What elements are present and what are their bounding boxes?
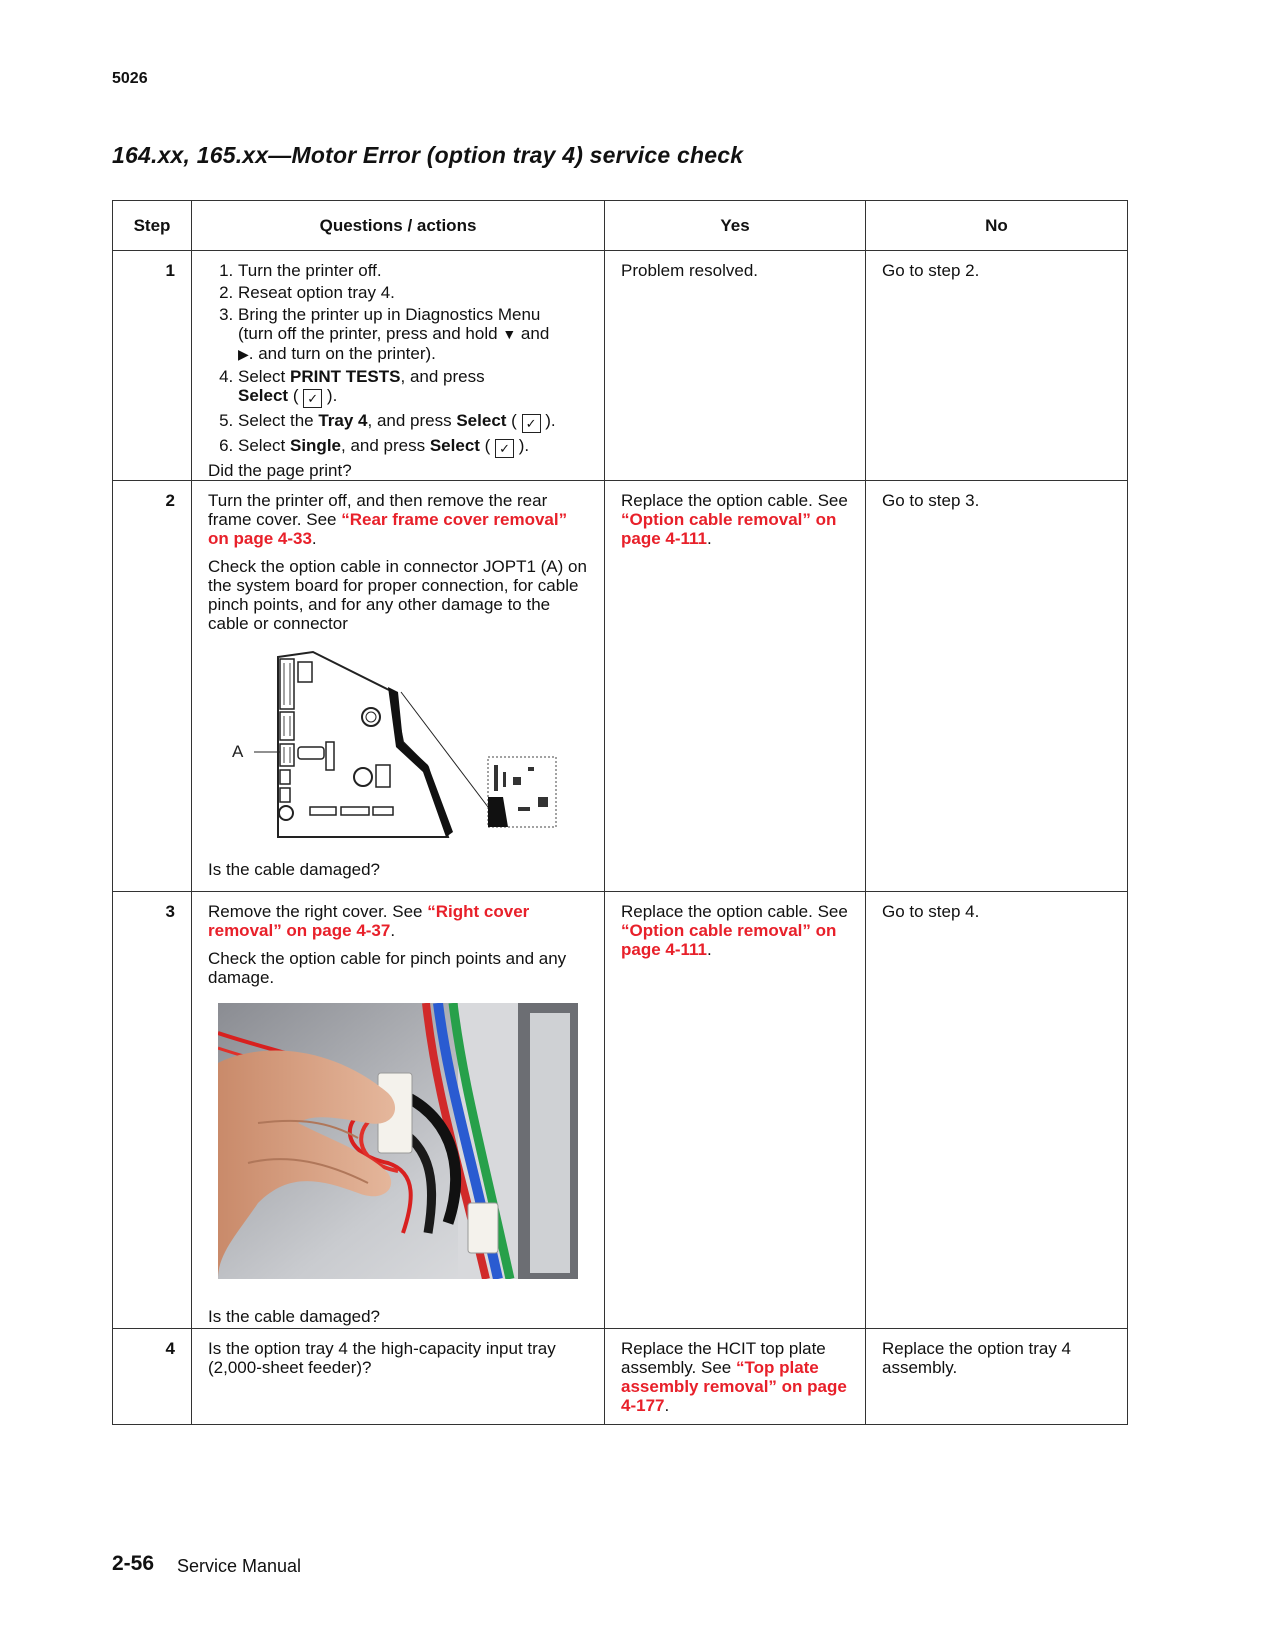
system-board-diagram — [218, 647, 558, 842]
menu-item-name: PRINT TESTS — [289, 367, 401, 386]
table-row — [113, 481, 1128, 892]
substep-text: Select — [238, 436, 286, 455]
no-action: Go to step 4. — [866, 892, 1128, 1329]
step-actions — [192, 481, 605, 892]
right-cover-removal-link[interactable]: “Right cover removal” on page 4-37 — [208, 902, 530, 940]
substep-text: (turn off the printer, press and hold — [238, 324, 498, 343]
substep-continuation — [238, 324, 590, 344]
checkmark-key-icon: ✓ — [495, 439, 514, 458]
no-action: Replace the option tray 4 assembly. — [866, 1329, 1128, 1425]
checkmark-key-icon: ✓ — [303, 389, 322, 408]
down-triangle-icon: ▼ — [502, 326, 517, 342]
callout-label-a: A — [232, 742, 244, 761]
button-name: Select — [429, 436, 480, 455]
step-question: Is the option tray 4 the high-capacity input tray (2,000-sheet feeder)? — [192, 1329, 605, 1425]
page-number: 2-56 — [112, 1552, 155, 1575]
instruction-paragraph: Remove the right cover. See “Right cover removal” on page 4-37. — [208, 902, 530, 940]
model-number: 5026 — [112, 70, 148, 87]
step-number: 3 — [113, 892, 192, 1329]
substep-text: Select — [238, 367, 286, 386]
step-number: 1 — [113, 251, 192, 481]
table-row — [113, 892, 1128, 1329]
menu-item-name: Single — [289, 436, 341, 455]
instruction-paragraph: Check the option cable for pinch points and any damage. — [208, 949, 567, 987]
instruction-paragraph: Turn the printer off, and then remove the rear frame cover. See “Rear frame cover removal” on page 4-33. — [208, 491, 568, 548]
yes-action: Replace the HCIT top plate assembly. See “Top plate assembly removal” on page 4-177. — [605, 1329, 866, 1425]
substep: 6. Select Single, and press Select ( ✓ ). — [238, 436, 590, 458]
substep-text: Reseat option tray 4. — [238, 283, 395, 302]
button-name: Select — [456, 411, 507, 430]
substep-continuation: Select ( ✓ ). — [238, 386, 338, 406]
menu-item-name: Tray 4 — [318, 411, 368, 430]
substep — [238, 261, 590, 280]
substep-text: , and press — [367, 411, 452, 430]
header-questions: Questions / actions — [192, 201, 605, 251]
rear-frame-cover-link[interactable]: “Rear frame cover removal” on page 4-33 — [208, 510, 568, 548]
page-title: 164.xx, 165.xx—Motor Error (option tray 4) service check — [112, 142, 744, 168]
table-header-row — [113, 201, 1128, 251]
yes-text: Replace the option cable. See — [621, 902, 848, 921]
yes-action: Replace the option cable. See “Option cable removal” on page 4-111. — [605, 892, 866, 1329]
substep: 5. Select the Tray 4, and press Select ( ✓ ). — [238, 411, 590, 433]
instruction-paragraph: Check the option cable in connector JOPT1 (A) on the system board for proper connection, for cable pinch points, and for any other damage to the cable or connector — [208, 557, 587, 633]
header-no: No — [866, 201, 1128, 251]
yes-action: Replace the option cable. See “Option cable removal” on page 4-111. — [605, 481, 866, 892]
substep-list — [208, 261, 590, 458]
yes-action: Problem resolved. — [605, 251, 866, 481]
top-plate-assembly-removal-link[interactable]: “Top plate assembly removal” on page 4-177 — [621, 1358, 847, 1415]
substep-continuation — [238, 344, 590, 364]
option-cable-removal-link[interactable]: “Option cable removal” on page 4-111 — [621, 510, 837, 548]
table-row — [113, 251, 1128, 481]
no-action: Go to step 3. — [866, 481, 1128, 892]
service-check-table — [112, 200, 1128, 1425]
step-actions — [192, 251, 605, 481]
option-cable-photo — [218, 1003, 578, 1279]
substep-text: Select the — [238, 411, 314, 430]
step-number: 4 — [113, 1329, 192, 1425]
step-question: Is the cable damaged? — [208, 860, 381, 879]
instruction-text: Turn the printer off, and then remove the rear frame cover. See — [208, 491, 548, 529]
step-number: 2 — [113, 481, 192, 892]
substep-text: Bring the printer up in Diagnostics Menu — [238, 305, 541, 324]
manual-name: Service Manual — [177, 1556, 302, 1576]
step-actions — [192, 892, 605, 1329]
step-question: Is the cable damaged? — [208, 1307, 381, 1326]
right-triangle-icon: ▶ — [238, 346, 249, 362]
substep — [238, 283, 590, 302]
substep — [238, 305, 590, 364]
substep-text: . and turn on the printer). — [248, 344, 436, 363]
button-name: Select — [238, 386, 289, 405]
no-action: Go to step 2. — [866, 251, 1128, 481]
yes-text: Replace the HCIT top plate assembly. See — [621, 1339, 826, 1377]
substep-text: , and press — [400, 367, 485, 386]
option-cable-removal-link[interactable]: “Option cable removal” on page 4-111 — [621, 921, 837, 959]
instruction-text: Remove the right cover. See — [208, 902, 423, 921]
substep-text: , and press — [341, 436, 426, 455]
header-step: Step — [113, 201, 192, 251]
yes-text: Replace the option cable. See — [621, 491, 848, 510]
checkmark-key-icon: ✓ — [522, 414, 541, 433]
header-yes: Yes — [605, 201, 866, 251]
substep-text: and — [520, 324, 550, 343]
substep-text: Turn the printer off. — [238, 261, 382, 280]
jopt1-connector — [280, 744, 294, 766]
substep — [238, 367, 590, 408]
step-question: Did the page print? — [208, 461, 352, 480]
table-row — [113, 1329, 1128, 1425]
